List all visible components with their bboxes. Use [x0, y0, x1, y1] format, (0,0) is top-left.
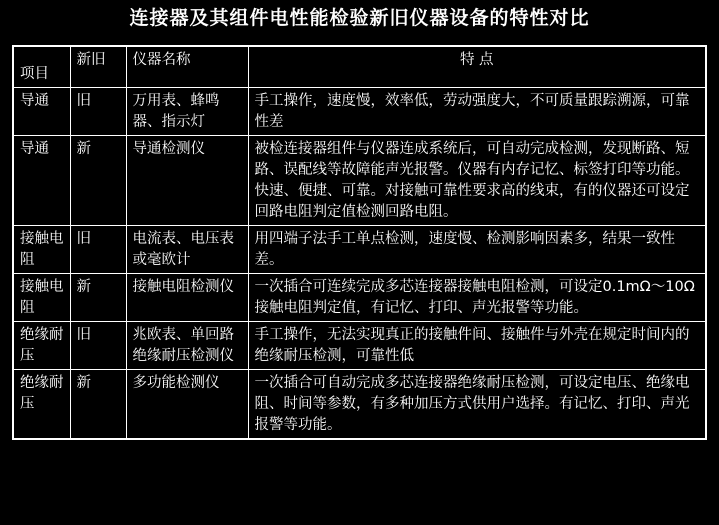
cell-features: 一次插合可自动完成多芯连接器绝缘耐压检测，可设定电压、绝缘电阻、时间等参数，有多种加压方式供用户选择。有记忆、打印、声光报警等功能。 — [248, 370, 706, 440]
cell-instrument-name: 万用表、蜂鸣器、指示灯 — [126, 88, 248, 136]
cell-item: 绝缘耐压 — [13, 322, 70, 370]
cell-age: 新 — [70, 274, 126, 322]
cell-age: 旧 — [70, 322, 126, 370]
header-item: 项目 — [13, 46, 70, 88]
cell-age: 旧 — [70, 226, 126, 274]
cell-features: 被检连接器组件与仪器连成系统后，可自动完成检测，发现断路、短路、误配线等故障能声光报警。仪器有内存记忆、标签打印等功能。快速、便捷、可靠。对接触可靠性要求高的线束，有的仪器还可设定回路电阻判定值检测回路电阻。 — [248, 136, 706, 226]
cell-item: 接触电阻 — [13, 226, 70, 274]
cell-instrument-name: 多功能检测仪 — [126, 370, 248, 440]
header-features: 特 点 — [248, 46, 706, 88]
cell-instrument-name: 导通检测仪 — [126, 136, 248, 226]
table-row — [13, 136, 706, 226]
cell-instrument-name: 电流表、电压表或毫欧计 — [126, 226, 248, 274]
comparison-table — [12, 45, 707, 440]
table-row — [13, 88, 706, 136]
cell-age: 新 — [70, 136, 126, 226]
table-row — [13, 322, 706, 370]
cell-item: 导通 — [13, 136, 70, 226]
cell-age: 新 — [70, 370, 126, 440]
header-age: 新旧 — [70, 46, 126, 88]
cell-item: 导通 — [13, 88, 70, 136]
table-row — [13, 370, 706, 440]
cell-age: 旧 — [70, 88, 126, 136]
cell-item: 接触电阻 — [13, 274, 70, 322]
table-row — [13, 274, 706, 322]
table-header-row — [13, 46, 706, 88]
cell-instrument-name: 接触电阻检测仪 — [126, 274, 248, 322]
cell-features: 手工操作，速度慢，效率低，劳动强度大，不可质量跟踪溯源，可靠性差 — [248, 88, 706, 136]
page-title: 连接器及其组件电性能检验新旧仪器设备的特性对比 — [129, 7, 590, 29]
header-instrument-name: 仪器名称 — [126, 46, 248, 88]
cell-features: 手工操作，无法实现真正的接触件间、接触件与外壳在规定时间内的绝缘耐压检测，可靠性低 — [248, 322, 706, 370]
table-row — [13, 226, 706, 274]
cell-instrument-name: 兆欧表、单回路绝缘耐压检测仪 — [126, 322, 248, 370]
cell-features: 一次插合可连续完成多芯连接器接触电阻检测，可设定0.1mΩ～10Ω接触电阻判定值，有记忆、打印、声光报警等功能。 — [248, 274, 706, 322]
cell-item: 绝缘耐压 — [13, 370, 70, 440]
cell-features: 用四端子法手工单点检测，速度慢、检测影响因素多，结果一致性差。 — [248, 226, 706, 274]
